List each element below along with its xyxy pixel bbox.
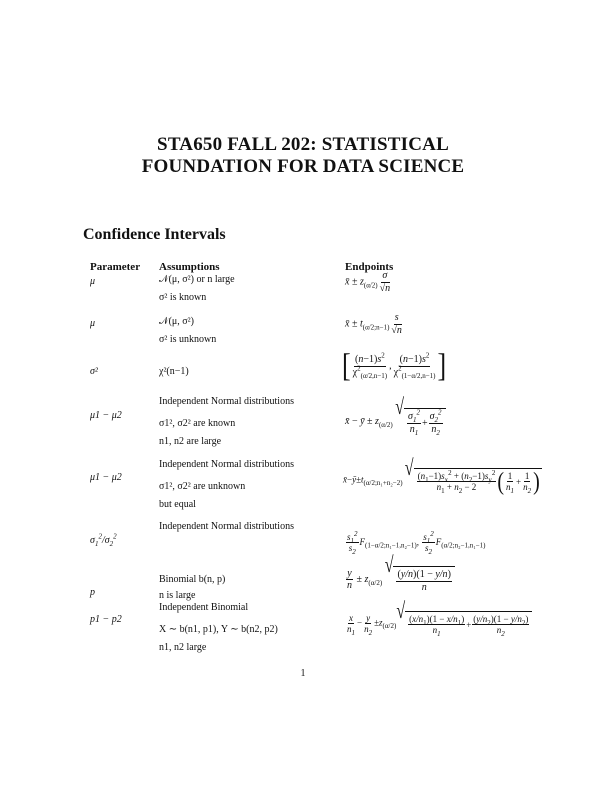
row-6-endpoint: $\frac{s_1^2}{s_2}$ $F_{(1-\alpha/2;n_1-1,n_2-1)}$, $\frac{s_1^2}{s_2}$ $F_{(\alpha/2;n_2-1,n_1-1)}$: [347, 530, 486, 557]
row-4-assumption-2: σ1², σ2² are known: [159, 418, 236, 429]
row-5-assumption-3: but equal: [159, 499, 196, 510]
row-4-assumption-3: n1, n2 are large: [159, 436, 222, 447]
row-7-assumption-1: Binomial b(n, p): [159, 574, 226, 585]
row-1-endpoint: x̄ ± $z_{(\alpha/2)}$ $\frac{\sigma}{√n}$: [345, 270, 391, 294]
row-5-assumption-1: Independent Normal distributions: [159, 459, 294, 470]
row-4-endpoint: x̄ − ȳ ± $z_{(\alpha/2)}$ √ $\frac{\sigma_1^2}{n_1}$ + $\frac{\sigma_2^2}{n_2}$: [345, 408, 446, 435]
row-3-parameter: σ²: [90, 366, 98, 377]
row-5-assumption-2: σ1², σ2² are unknown: [159, 481, 246, 492]
row-4-parameter: μ1 − μ2: [90, 410, 122, 421]
row-7-endpoint: $\frac{y}{n}$ ± $z_{(\alpha/2)}$ √ $\frac{(y/n)(1 - y/n)}{n}$: [345, 566, 455, 593]
row-2-assumption-1: 𝒩(μ, σ²): [159, 316, 194, 327]
row-3-endpoint: [ $\frac{(n-1)s^2}{\chi^2_{(\alpha/2,n-1)}}$ , $\frac{(n-1)s^2}{\chi^2_{(1-\alpha/2,n-1)}}$ ]: [342, 347, 447, 384]
row-5-parameter: μ1 − μ2: [90, 472, 122, 483]
row-8-endpoint: $\frac{x}{n_1}$ − $\frac{y}{n_2}$ $\pm z_{(\alpha/2)}$ √ $\frac{(x/n_1)(1 - x/n_1)}{n_1}$ + $\frac{(y/n_2)(1 - y/n_2)}{n_2}$: [345, 611, 532, 636]
column-header-assumptions: Assumptions: [159, 261, 220, 273]
row-8-assumption-3: n1, n2 large: [159, 642, 207, 653]
row-8-assumption-1: Independent Binomial: [159, 602, 249, 613]
row-8-assumption-2: X ∼ b(n1, p1), Y ∼ b(n2, p2): [159, 624, 278, 635]
row-1-parameter: μ: [90, 276, 96, 287]
row-1-assumption-1: 𝒩(μ, σ²) or n large: [159, 274, 235, 285]
section-heading: Confidence Intervals: [83, 226, 226, 243]
row-5-endpoint: $x̄-ȳ\pm t_{(\alpha/2;n_1+n_2-2)}$ √ $\frac{(n_1-1)s_x^2 + (n_2-1)s_y^2}{n_1 + n_2 - 2}$ ( $\frac{1}{n_1}$ + $\frac{1}{n_2}$ ): [343, 456, 540, 496]
row-6-assumption-1: Independent Normal distributions: [159, 521, 294, 532]
column-header-endpoints: Endpoints: [345, 261, 394, 273]
row-1-assumption-2: σ² is known: [159, 292, 207, 303]
row-7-parameter: p: [90, 587, 95, 598]
row-6-parameter: $\sigma_1^2/\sigma_2^2$: [90, 532, 117, 548]
document-title-line-2: FOUNDATION FOR DATA SCIENCE: [141, 156, 465, 177]
column-header-parameter: Parameter: [90, 261, 141, 273]
row-4-assumption-1: Independent Normal distributions: [159, 396, 294, 407]
row-2-parameter: μ: [90, 318, 96, 329]
row-7-assumption-2: n is large: [159, 590, 196, 601]
document-title-line-1: STA650 FALL 202: STATISTICAL: [157, 134, 449, 155]
page-number: 1: [300, 668, 306, 679]
row-2-assumption-2: σ² is unknown: [159, 334, 217, 345]
row-8-parameter: p1 − p2: [90, 614, 122, 625]
row-2-endpoint: x̄ ± $t_{(\alpha/2;n-1)}$ $\frac{s}{√n}$: [345, 312, 402, 336]
row-3-assumption-1: χ²(n−1): [159, 366, 189, 377]
